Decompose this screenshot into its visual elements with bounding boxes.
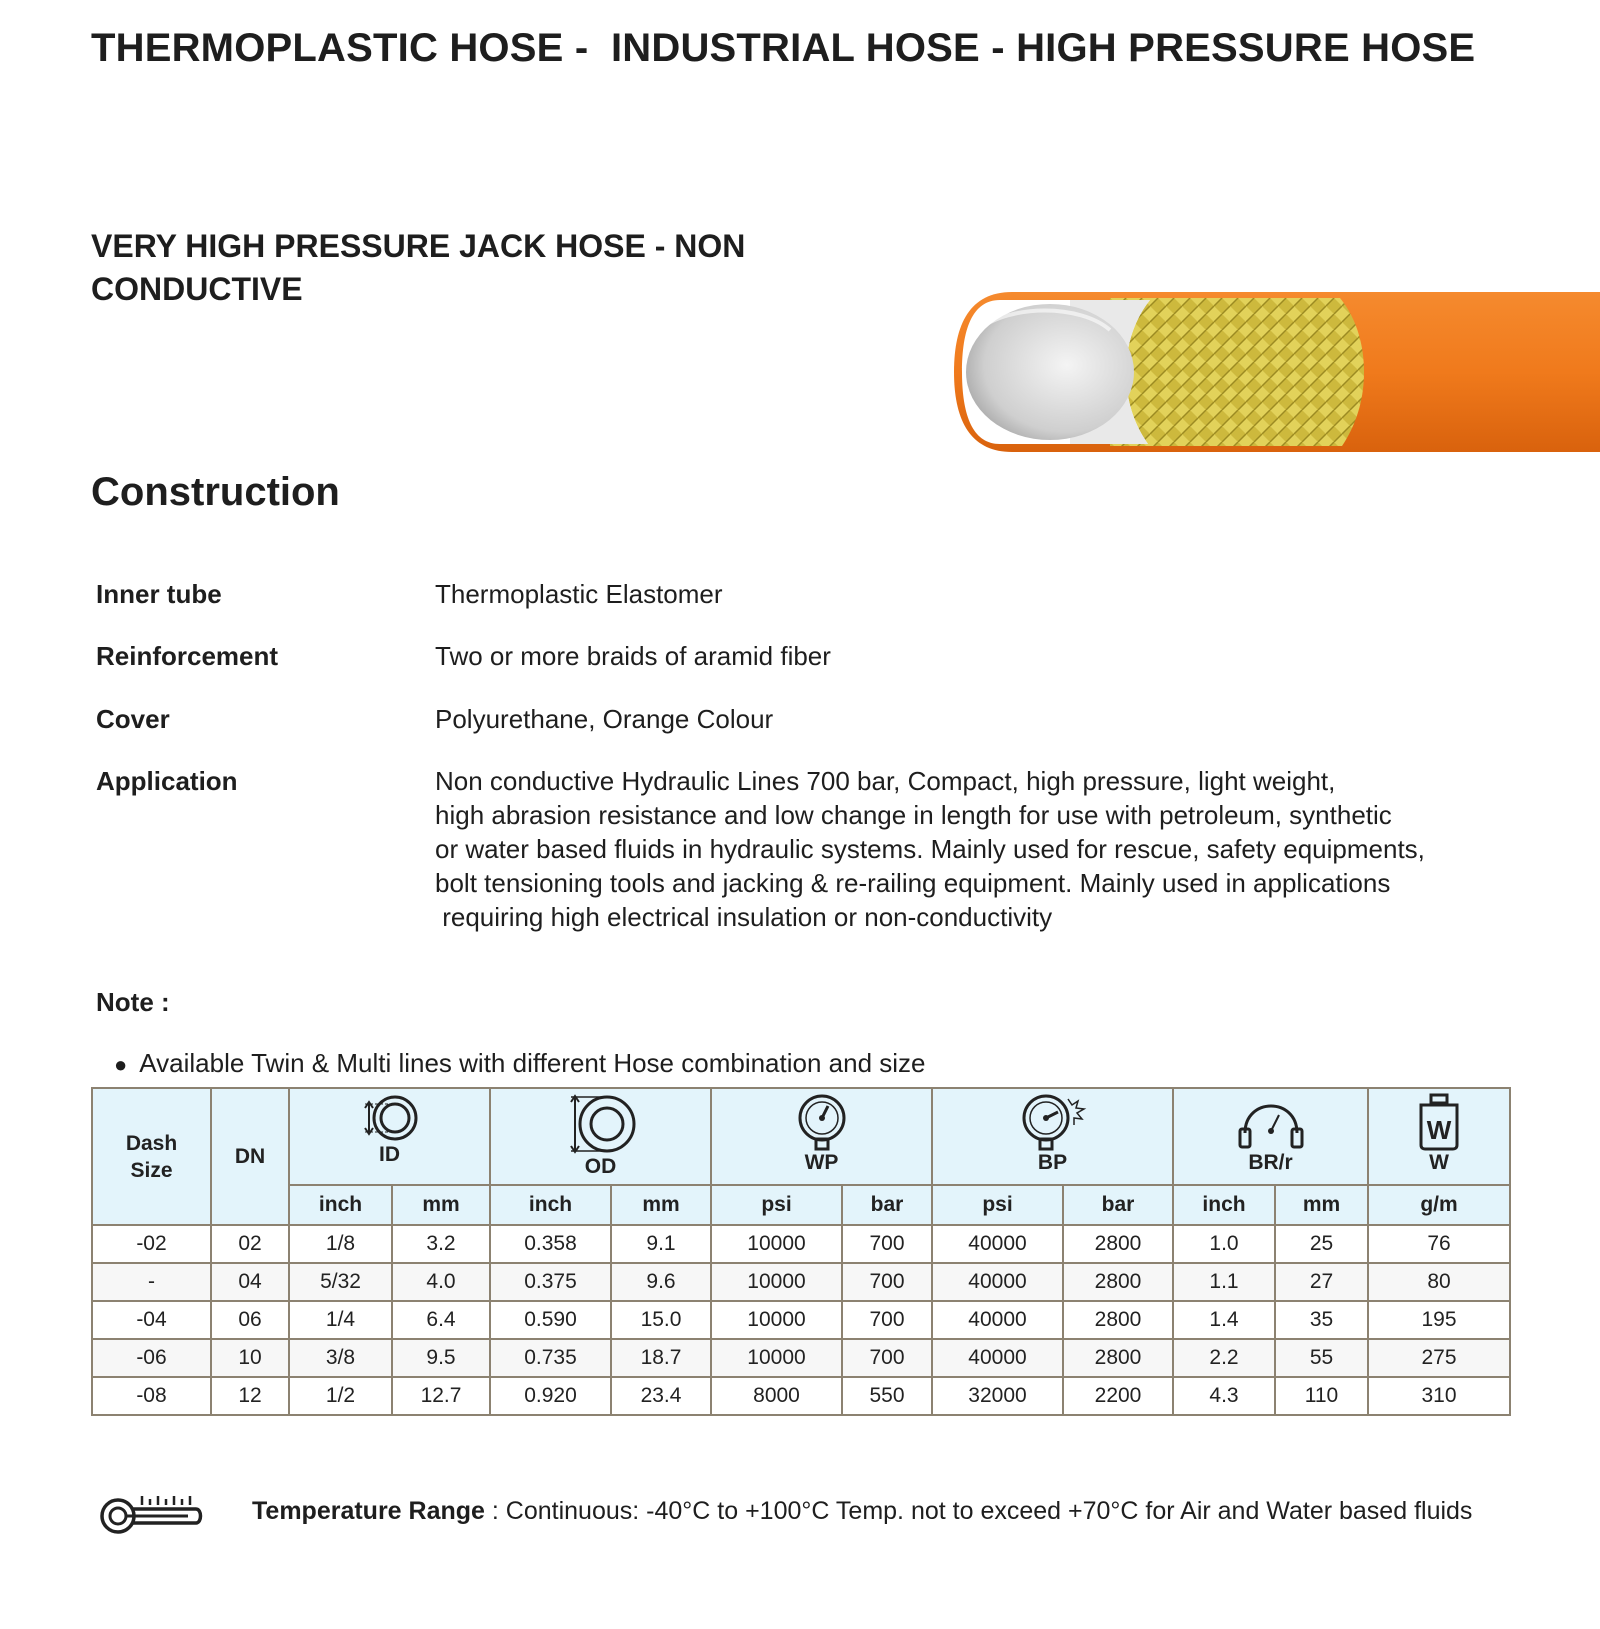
table-cell: 700 (842, 1301, 932, 1339)
table-cell: 3/8 (289, 1339, 392, 1377)
table-cell: 195 (1368, 1301, 1510, 1339)
table-row (92, 1339, 1510, 1377)
application-line: high abrasion resistance and low change in length for use with petroleum, synthetic (435, 800, 1392, 830)
table-cell: 06 (211, 1301, 289, 1339)
w-header (1368, 1088, 1510, 1185)
table-row (92, 1301, 1510, 1339)
temperature-value: : Continuous: -40°C to +100°C Temp. not to exceed +70°C for Air and Water based fluids (484, 1497, 1473, 1525)
table-cell: 76 (1368, 1225, 1510, 1263)
table-cell: 40000 (932, 1263, 1063, 1301)
table-cell: 10 (211, 1339, 289, 1377)
note-label: Note : (96, 987, 170, 1017)
application-line: bolt tensioning tools and jacking & re-railing equipment. Mainly used in applications (435, 868, 1391, 898)
application-line: requiring high electrical insulation or non-conductivity (435, 902, 1053, 932)
dash-size-header: Dash Size (92, 1088, 211, 1225)
temperature-label: Temperature Range (252, 1497, 485, 1525)
thermometer-icon (96, 1490, 204, 1534)
table-cell: 1/2 (289, 1377, 392, 1415)
table-cell: 0.590 (490, 1301, 611, 1339)
page-title: THERMOPLASTIC HOSE - INDUSTRIAL HOSE - HIGH PRESSURE HOSE (91, 26, 1476, 70)
table-row (92, 1377, 1510, 1415)
table-cell: 9.1 (611, 1225, 711, 1263)
table-cell: 3.2 (392, 1225, 490, 1263)
table-cell: 27 (1275, 1263, 1368, 1301)
application-line: or water based fluids in hydraulic systems. Mainly used for rescue, safety equipments, (435, 834, 1425, 864)
table-cell: 1.0 (1173, 1225, 1275, 1263)
table-cell: 2800 (1063, 1339, 1173, 1377)
od-header (490, 1088, 711, 1185)
table-cell: 310 (1368, 1377, 1510, 1415)
table-cell: 2200 (1063, 1377, 1173, 1415)
table-cell: 2800 (1063, 1225, 1173, 1263)
table-cell: 40000 (932, 1301, 1063, 1339)
weight-icon (1415, 1093, 1463, 1151)
pressure-gauge-icon (794, 1093, 850, 1151)
w-label: W (1429, 1151, 1449, 1174)
application-line: Non conductive Hydraulic Lines 700 bar, Compact, high pressure, light weight, (435, 766, 1336, 796)
table-cell: 35 (1275, 1301, 1368, 1339)
table-cell: - (92, 1263, 211, 1301)
bullet-icon: ● (114, 1052, 128, 1077)
dn-header: DN (211, 1088, 289, 1225)
burst-gauge-icon (1016, 1093, 1090, 1151)
table-cell: 10000 (711, 1225, 842, 1263)
id-label: ID (379, 1143, 400, 1166)
inner-tube-value: Thermoplastic Elastomer (435, 579, 723, 609)
table-cell: 2.2 (1173, 1339, 1275, 1377)
unit-header: inch (289, 1185, 392, 1225)
bend-radius-icon (1235, 1093, 1307, 1151)
table-cell: 23.4 (611, 1377, 711, 1415)
outer-diameter-icon (563, 1093, 639, 1155)
table-cell: 9.5 (392, 1339, 490, 1377)
specification-table-body (92, 1225, 1510, 1415)
table-cell: 8000 (711, 1377, 842, 1415)
wp-label: WP (804, 1151, 839, 1174)
table-cell: 550 (842, 1377, 932, 1415)
table-cell: 4.3 (1173, 1377, 1275, 1415)
table-cell: -04 (92, 1301, 211, 1339)
table-cell: 15.0 (611, 1301, 711, 1339)
table-cell: 40000 (932, 1225, 1063, 1263)
bp-header (932, 1088, 1173, 1185)
table-cell: 10000 (711, 1339, 842, 1377)
unit-header: g/m (1368, 1185, 1510, 1225)
unit-header: psi (711, 1185, 842, 1225)
table-cell: 700 (842, 1339, 932, 1377)
cover-label: Cover (96, 704, 170, 734)
table-cell: 10000 (711, 1263, 842, 1301)
table-cell: 0.735 (490, 1339, 611, 1377)
unit-header: inch (490, 1185, 611, 1225)
table-cell: 12 (211, 1377, 289, 1415)
table-cell: 2800 (1063, 1301, 1173, 1339)
unit-header: psi (932, 1185, 1063, 1225)
table-cell: 700 (842, 1263, 932, 1301)
id-header (289, 1088, 490, 1185)
reinforcement-value: Two or more braids of aramid fiber (435, 641, 831, 671)
inner-diameter-icon (355, 1093, 425, 1143)
unit-header: mm (392, 1185, 490, 1225)
table-cell: 10000 (711, 1301, 842, 1339)
od-label: OD (584, 1155, 617, 1178)
table-cell: 40000 (932, 1339, 1063, 1377)
table-cell: 55 (1275, 1339, 1368, 1377)
table-cell: 1.4 (1173, 1301, 1275, 1339)
table-cell: 12.7 (392, 1377, 490, 1415)
brr-header (1173, 1088, 1368, 1185)
table-cell: 110 (1275, 1377, 1368, 1415)
unit-header: bar (842, 1185, 932, 1225)
table-cell: 6.4 (392, 1301, 490, 1339)
brr-label: BR/r (1248, 1151, 1293, 1174)
table-cell: 18.7 (611, 1339, 711, 1377)
table-cell: 04 (211, 1263, 289, 1301)
construction-heading: Construction (91, 470, 340, 514)
table-cell: 4.0 (392, 1263, 490, 1301)
table-cell: 0.358 (490, 1225, 611, 1263)
table-cell: 0.375 (490, 1263, 611, 1301)
table-cell: 1/4 (289, 1301, 392, 1339)
table-cell: 32000 (932, 1377, 1063, 1415)
table-cell: 1.1 (1173, 1263, 1275, 1301)
unit-header: inch (1173, 1185, 1275, 1225)
unit-header: bar (1063, 1185, 1173, 1225)
inner-tube-label: Inner tube (96, 579, 222, 609)
specification-table (91, 1087, 1511, 1416)
table-cell: 9.6 (611, 1263, 711, 1301)
table-cell: 275 (1368, 1339, 1510, 1377)
table-cell: 0.920 (490, 1377, 611, 1415)
hose-cutaway-image (950, 290, 1600, 454)
table-cell: 2800 (1063, 1263, 1173, 1301)
table-cell: 80 (1368, 1263, 1510, 1301)
table-cell: -08 (92, 1377, 211, 1415)
table-cell: 5/32 (289, 1263, 392, 1301)
application-label: Application (96, 766, 238, 796)
reinforcement-label: Reinforcement (96, 641, 279, 671)
wp-header (711, 1088, 932, 1185)
cover-value: Polyurethane, Orange Colour (435, 704, 774, 734)
unit-header: mm (1275, 1185, 1368, 1225)
table-cell: -02 (92, 1225, 211, 1263)
table-row (92, 1225, 1510, 1263)
table-cell: 700 (842, 1225, 932, 1263)
note-list-item (114, 1048, 926, 1079)
product-title: VERY HIGH PRESSURE JACK HOSE - NON CONDUCTIVE (91, 228, 746, 307)
table-cell: 25 (1275, 1225, 1368, 1263)
unit-header: mm (611, 1185, 711, 1225)
table-cell: 1/8 (289, 1225, 392, 1263)
temperature-range (252, 1497, 1472, 1526)
bp-label: BP (1037, 1151, 1068, 1174)
svg-text:W: W (1426, 1115, 1452, 1145)
table-row (92, 1263, 1510, 1301)
note-text: Available Twin & Multi lines with different Hose combination and size (139, 1048, 926, 1078)
table-cell: -06 (92, 1339, 211, 1377)
table-cell: 02 (211, 1225, 289, 1263)
